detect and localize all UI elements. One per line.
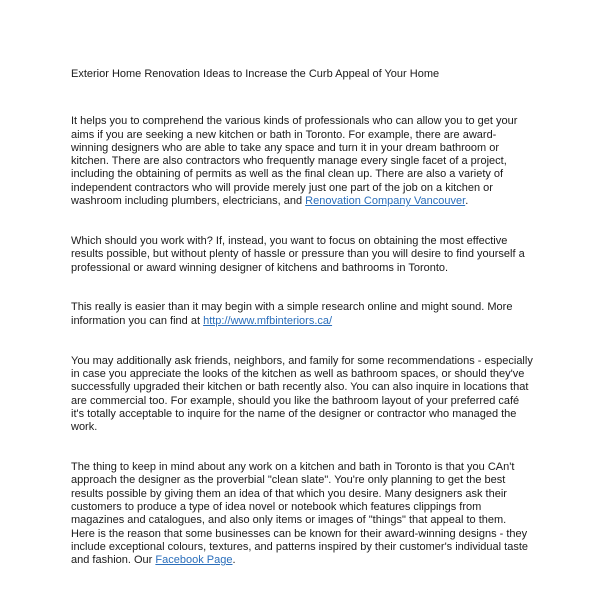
paragraph-recommendations: You may additionally ask friends, neighbors, and family for some recommendations - especially in case you appreciate the looks of the kitchen as well as bathroom spaces, or should they've successfully upgraded their kitchen or bath recently also. You can also inquire in locations that are commercial too. For example, should you like the bathroom layout of your preferred café it's totally acceptable to inquire for the name of the designer or contractor who managed the work. [71, 354, 533, 434]
spacer [71, 328, 533, 355]
mfbinteriors-link[interactable]: http://www.mfbinteriors.ca/ [203, 314, 333, 327]
paragraph-text: . [465, 195, 469, 208]
spacer [71, 81, 533, 115]
paragraph-which-to-work-with: Which should you work with? If, instead, you want to focus on obtaining the most effective results possible, but without plenty of hassle or pressure than you will desire to find yourself a professional or award winning designer of kitchens and bathrooms in Toronto. [71, 234, 525, 274]
paragraph-text: The thing to keep in mind about any work on a kitchen and bath in Toronto is that you CAn't approach the designer as the proverbial "clean slate". You're only planning to get the best results possible by giving them an idea of that which you desire. Many designers ask their customers to produce a type of idea novel or notebook which features clippings from magazines and catalogues, and also only items or images of "things" that appeal to them. Here is the reason that some businesses can be known for their award-winning designs - they include exceptional colours, textures, and patterns inspired by their customer's individual taste and fashion. Our [71, 461, 529, 567]
spacer [71, 434, 533, 461]
paragraph-clean-slate [71, 461, 533, 567]
paragraph-research-online [71, 301, 533, 328]
facebook-page-link[interactable]: Facebook Page [155, 554, 233, 567]
spacer [71, 275, 533, 302]
paragraph-professionals [71, 115, 533, 208]
document-page [71, 68, 533, 567]
spacer [71, 208, 533, 235]
paragraph-text: It helps you to comprehend the various kinds of professionals who can allow you to get your aims if you are seeking a new kitchen or bath in Toronto. For example, there are award-winning designers who are able to take any space and turn it in your dream bathroom or kitchen. There are also contractors who frequently manage every single facet of a project, including the obtaining of permits as well as the final clean up. There are also a variety of independent contractors who will provide merely just one part of the job on a kitchen or washroom including plumbers, electricians, and [71, 115, 518, 208]
renovation-company-vancouver-link[interactable]: Renovation Company Vancouver [305, 195, 466, 208]
paragraph-text: . [232, 554, 236, 567]
document-title: Exterior Home Renovation Ideas to Increase the Curb Appeal of Your Home [71, 68, 440, 80]
paragraph-text: This really is easier than it may begin with a simple research online and might sound. More information you can find at [71, 301, 513, 327]
